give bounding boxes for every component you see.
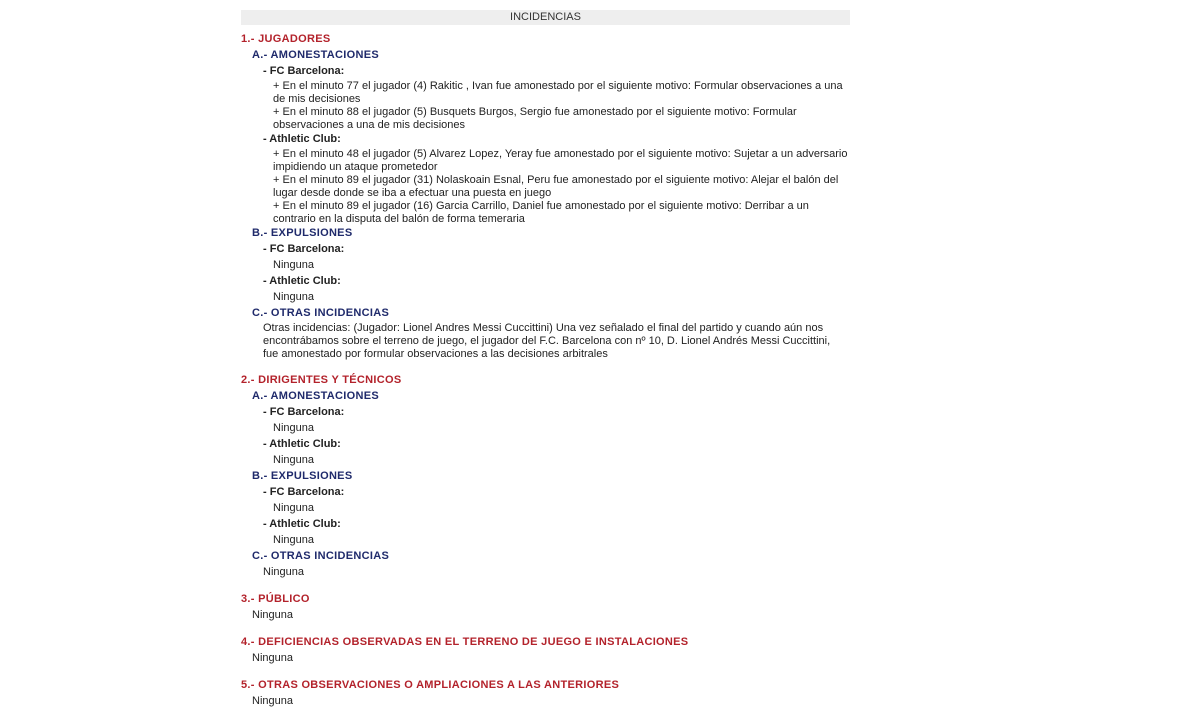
none-value: Ninguna [273, 502, 314, 514]
team-label: - Athletic Club: [263, 133, 341, 145]
subsection-heading: C.- OTRAS INCIDENCIAS [252, 550, 390, 562]
other-incidents-text: Otras incidencias: (Jugador: Lionel Andres Messi Cuccittini) Una vez señalado el final del partido y cuando aún nos encontrábamos sobre el terreno de juego, el jugador del F.C. Barcelona con nº 10, D. Lionel Andrés Messi Cuccittini, fue amonestado por formular observaciones a las decisiones arbitrales [263, 322, 831, 360]
incidencias-report [241, 10, 850, 709]
section-heading: 2.- DIRIGENTES Y TÉCNICOS [241, 374, 402, 386]
none-value: Ninguna [252, 609, 293, 621]
none-value: Ninguna [273, 422, 314, 434]
subsection-heading: B.- EXPULSIONES [252, 227, 353, 239]
section-heading: 3.- PÚBLICO [241, 593, 310, 605]
incident-item: + En el minuto 48 el jugador (5) Alvarez Lopez, Yeray fue amonestado por el siguiente motivo: Sujetar a un adversario impidiendo un ataque prometedor [273, 148, 848, 173]
team-label: - FC Barcelona: [263, 243, 345, 255]
subsection-heading: A.- AMONESTACIONES [252, 390, 380, 402]
team-label: - Athletic Club: [263, 275, 341, 287]
team-label: - Athletic Club: [263, 438, 341, 450]
section-dirigentes [241, 373, 850, 580]
section-heading: 1.- JUGADORES [241, 33, 331, 45]
section-jugadores [241, 32, 850, 361]
section-publico [241, 592, 850, 623]
incident-item: + En el minuto 89 el jugador (16) Garcia Carrillo, Daniel fue amonestado por el siguiente motivo: Derribar a un contrario en la disputa del balón de forma temeraria [273, 200, 809, 225]
none-value: Ninguna [273, 291, 314, 303]
section-heading: 4.- DEFICIENCIAS OBSERVADAS EN EL TERRENO DE JUEGO E INSTALACIONES [241, 636, 689, 648]
subsection-heading: B.- EXPULSIONES [252, 470, 353, 482]
none-value: Ninguna [273, 534, 314, 546]
none-value: Ninguna [252, 695, 293, 707]
none-value: Ninguna [273, 259, 314, 271]
section-otras-observaciones [241, 678, 850, 709]
subsection-heading: A.- AMONESTACIONES [252, 49, 380, 61]
report-title: INCIDENCIAS [241, 10, 850, 25]
team-label: - Athletic Club: [263, 518, 341, 530]
team-label: - FC Barcelona: [263, 406, 345, 418]
team-label: - FC Barcelona: [263, 65, 345, 77]
section-deficiencias [241, 635, 850, 666]
subsection-heading: C.- OTRAS INCIDENCIAS [252, 307, 390, 319]
none-value: Ninguna [252, 652, 293, 664]
incident-item: + En el minuto 89 el jugador (31) Nolaskoain Esnal, Peru fue amonestado por el siguiente motivo: Alejar el balón del lugar desde donde se iba a efectuar una puesta en juego [273, 174, 839, 199]
team-label: - FC Barcelona: [263, 486, 345, 498]
incident-item: + En el minuto 77 el jugador (4) Rakitic , Ivan fue amonestado por el siguiente motivo: Formular observaciones a una de mis decisiones [273, 80, 843, 105]
section-heading: 5.- OTRAS OBSERVACIONES O AMPLIACIONES A LAS ANTERIORES [241, 679, 620, 691]
incident-item: + En el minuto 88 el jugador (5) Busquets Burgos, Sergio fue amonestado por el siguiente motivo: Formular observaciones a una de mis decisiones [273, 106, 797, 131]
none-value: Ninguna [263, 566, 304, 578]
none-value: Ninguna [273, 454, 314, 466]
